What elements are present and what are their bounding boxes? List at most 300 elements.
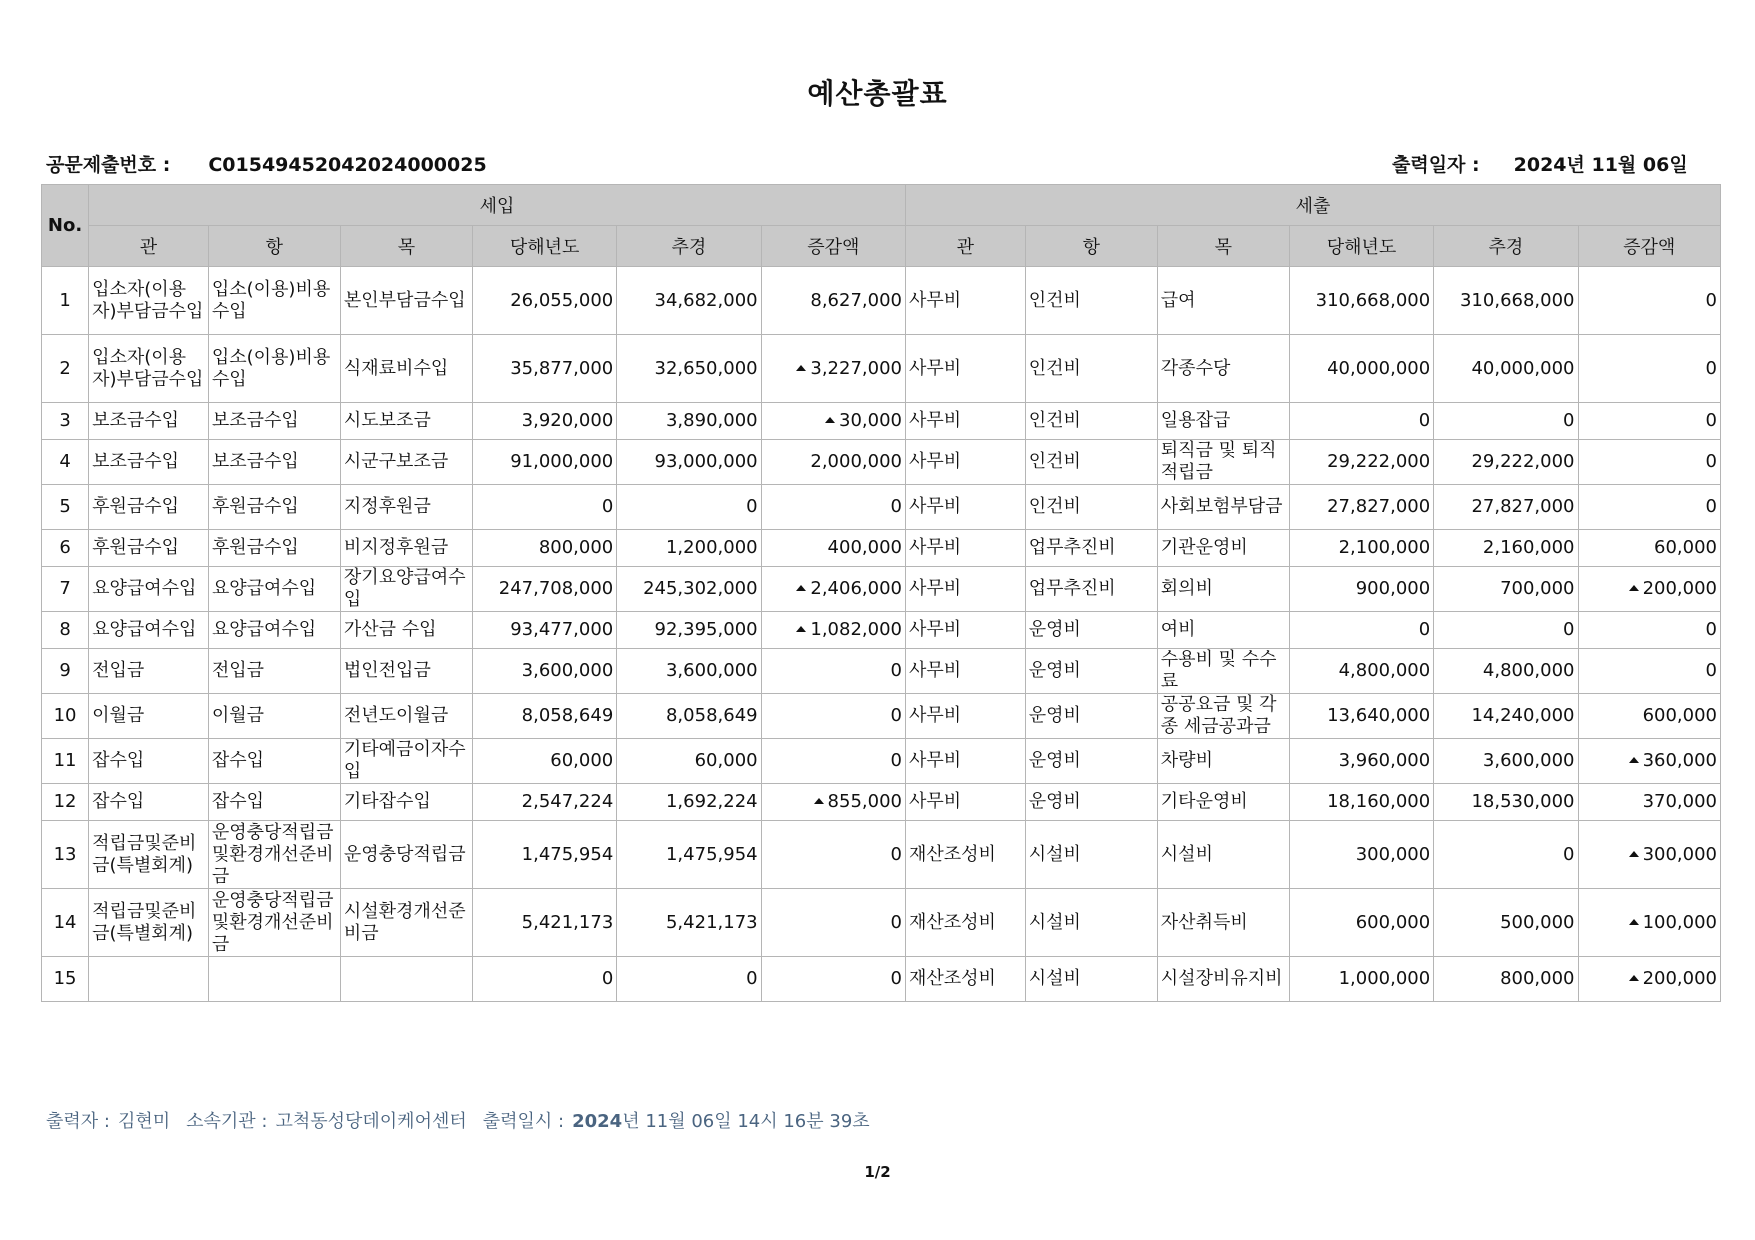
revenue-difference-cell-text: 0 (890, 496, 902, 517)
expense-difference-cell (1578, 694, 1721, 739)
expense-supplementary-cell-text: 2,160,000 (1482, 537, 1575, 558)
decrease-triangle-icon (1629, 919, 1639, 925)
print-date-value: 2024년 11월 06일 (1513, 154, 1688, 176)
expense-hang-cell (1025, 440, 1157, 485)
revenue-difference-cell-text: 2,406,000 (810, 578, 902, 599)
revenue-gwan-cell (89, 784, 209, 821)
revenue-current-year-cell-text: 35,877,000 (510, 357, 614, 379)
revenue-gwan-cell (89, 335, 209, 403)
revenue-difference-cell-text: 0 (890, 660, 902, 681)
expense-supplementary-cell (1434, 889, 1578, 957)
revenue-current-year-cell (472, 694, 616, 739)
expense-current-year-cell (1289, 267, 1433, 335)
revenue-difference-cell-text: 1,082,000 (810, 619, 902, 640)
expense-mok-cell-text: 공공요금 및 각종 세금공과금 (1160, 694, 1277, 737)
revenue-hang-cell-text: 입소(이용)비용수입 (211, 278, 331, 322)
expense-difference-cell (1578, 567, 1721, 612)
revenue-current-year-cell (472, 957, 616, 1002)
expense-supplementary-cell (1434, 530, 1578, 567)
expense-mok-cell (1157, 267, 1289, 335)
revenue-gwan-cell-text: 보조금수입 (92, 410, 180, 431)
revenue-current-year-cell (472, 649, 616, 694)
expense-mok-cell-text: 기관운영비 (1160, 537, 1248, 558)
revenue-difference-cell (761, 889, 905, 957)
expense-gwan-cell (905, 612, 1025, 649)
revenue-mok-cell-text: 본인부담금수입 (343, 289, 466, 311)
revenue-difference-cell-text: 855,000 (827, 791, 902, 812)
expense-supplementary-cell-text: 14,240,000 (1471, 705, 1575, 726)
revenue-supplementary-cell (617, 612, 761, 649)
revenue-gwan-cell (89, 530, 209, 567)
header-revenue-gwan: 관 (89, 226, 209, 267)
page-number: 1/2 (864, 1163, 891, 1181)
revenue-mok-cell (340, 403, 472, 440)
revenue-hang-cell (208, 821, 340, 889)
row-number (42, 403, 89, 440)
revenue-gwan-cell (89, 694, 209, 739)
footer-print-time-label: 출력일시 : (482, 1111, 565, 1132)
revenue-gwan-cell-text: 잡수입 (92, 750, 145, 771)
expense-difference-cell (1578, 649, 1721, 694)
revenue-gwan-cell-text: 적립금및준비금(특별회계) (92, 832, 197, 876)
expense-gwan-cell-text: 사무비 (908, 537, 962, 558)
revenue-hang-cell-text: 잡수입 (211, 750, 265, 771)
expense-hang-cell-text: 시설비 (1028, 968, 1081, 989)
revenue-gwan-cell-text: 요양급여수입 (92, 619, 197, 640)
revenue-supplementary-cell (617, 649, 761, 694)
revenue-difference-cell-text: 0 (890, 843, 902, 865)
expense-mok-cell (1157, 612, 1289, 649)
header-revenue: 세입 (89, 185, 906, 226)
expense-mok-cell-text: 차량비 (1160, 750, 1213, 771)
revenue-current-year-cell (472, 403, 616, 440)
row-number (42, 612, 89, 649)
row-number-text: 13 (53, 843, 77, 865)
expense-hang-cell-text: 운영비 (1028, 750, 1081, 771)
revenue-supplementary-cell (617, 889, 761, 957)
expense-current-year-cell (1289, 889, 1433, 957)
expense-gwan-cell-text: 사무비 (908, 357, 962, 379)
expense-current-year-cell (1289, 821, 1433, 889)
revenue-current-year-cell (472, 267, 616, 335)
expense-current-year-cell-text: 2,100,000 (1338, 537, 1431, 558)
expense-difference-cell (1578, 821, 1721, 889)
revenue-current-year-cell-text: 26,055,000 (510, 289, 614, 311)
revenue-current-year-cell (472, 440, 616, 485)
revenue-mok-cell (340, 739, 472, 784)
revenue-hang-cell (208, 649, 340, 694)
expense-gwan-cell-text: 사무비 (908, 660, 962, 681)
expense-supplementary-cell-text: 310,668,000 (1459, 289, 1575, 311)
page-title: 예산총괄표 (807, 77, 948, 110)
revenue-current-year-cell (472, 530, 616, 567)
revenue-hang-cell-text: 잡수입 (211, 791, 265, 812)
doc-number-value: C01549452042024000025 (208, 154, 487, 176)
revenue-gwan-cell-text: 후원금수입 (92, 496, 180, 517)
expense-difference-cell-text: 0 (1705, 660, 1717, 681)
expense-difference-cell (1578, 957, 1721, 1002)
expense-gwan-cell (905, 649, 1025, 694)
revenue-supplementary-cell (617, 485, 761, 530)
decrease-triangle-icon (825, 417, 835, 423)
row-number (42, 485, 89, 530)
revenue-difference-cell-text: 30,000 (839, 410, 902, 431)
header-revenue-difference: 증감액 (761, 226, 905, 267)
expense-gwan-cell-text: 사무비 (908, 619, 962, 640)
revenue-gwan-cell (89, 403, 209, 440)
revenue-difference-cell (761, 485, 905, 530)
footer-printer-value: 김현미 (117, 1111, 171, 1132)
revenue-supplementary-cell-text: 92,395,000 (654, 619, 758, 640)
expense-difference-cell (1578, 335, 1721, 403)
header-revenue-hang: 항 (208, 226, 340, 267)
expense-supplementary-cell-text: 27,827,000 (1471, 496, 1575, 517)
revenue-mok-cell (340, 485, 472, 530)
expense-gwan-cell-text: 사무비 (908, 705, 962, 726)
header-revenue-mok: 목 (340, 226, 472, 267)
expense-mok-cell-text: 회의비 (1160, 578, 1213, 599)
revenue-hang-cell-text: 보조금수입 (211, 451, 299, 472)
revenue-current-year-cell-text: 800,000 (538, 537, 614, 558)
revenue-current-year-cell-text: 247,708,000 (498, 578, 614, 599)
expense-mok-cell (1157, 403, 1289, 440)
revenue-current-year-cell-text: 0 (601, 968, 614, 989)
decrease-triangle-icon (1629, 585, 1639, 591)
expense-difference-cell-text: 0 (1705, 496, 1717, 517)
expense-hang-cell-text: 업무추진비 (1028, 578, 1116, 599)
expense-gwan-cell (905, 567, 1025, 612)
expense-gwan-cell (905, 739, 1025, 784)
expense-current-year-cell-text: 13,640,000 (1327, 705, 1431, 726)
revenue-current-year-cell-text: 60,000 (550, 750, 614, 771)
expense-difference-cell-text: 300,000 (1642, 843, 1717, 865)
revenue-mok-cell-text: 식재료비수입 (343, 357, 449, 379)
revenue-current-year-cell-text: 3,920,000 (521, 410, 614, 431)
revenue-hang-cell-text: 보조금수입 (211, 410, 299, 431)
expense-hang-cell (1025, 649, 1157, 694)
expense-mok-cell-text: 자산취득비 (1160, 911, 1248, 933)
revenue-hang-cell (208, 694, 340, 739)
table-row (42, 403, 1721, 440)
revenue-hang-cell-text: 후원금수입 (211, 496, 299, 517)
budget-table-body (42, 267, 1721, 1002)
expense-mok-cell-text: 시설비 (1160, 843, 1213, 865)
expense-hang-cell (1025, 267, 1157, 335)
footer-org-value: 고척동성당데이케어센터 (275, 1111, 467, 1132)
revenue-current-year-cell (472, 335, 616, 403)
revenue-difference-cell (761, 612, 905, 649)
expense-hang-cell-text: 운영비 (1028, 660, 1081, 681)
expense-mok-cell (1157, 957, 1289, 1002)
revenue-gwan-cell-text: 보조금수입 (92, 451, 180, 472)
revenue-hang-cell (208, 784, 340, 821)
expense-difference-cell (1578, 784, 1721, 821)
revenue-mok-cell-text: 지정후원금 (343, 496, 431, 517)
expense-mok-cell-text: 일용잡급 (1160, 410, 1231, 431)
row-number-text: 2 (59, 357, 71, 379)
revenue-mok-cell-text: 장기요양급여수입 (343, 567, 466, 610)
row-number-text: 12 (53, 791, 77, 812)
revenue-gwan-cell (89, 267, 209, 335)
expense-hang-cell (1025, 694, 1157, 739)
expense-current-year-cell-text: 0 (1418, 619, 1431, 640)
expense-current-year-cell-text: 1,000,000 (1338, 968, 1431, 989)
expense-hang-cell-text: 시설비 (1028, 843, 1081, 865)
footer-org-label: 소속기관 : (186, 1111, 268, 1132)
decrease-triangle-icon (796, 365, 806, 371)
expense-mok-cell (1157, 739, 1289, 784)
expense-current-year-cell (1289, 694, 1433, 739)
revenue-hang-cell (208, 739, 340, 784)
header-expense-difference: 증감액 (1578, 226, 1721, 267)
revenue-gwan-cell (89, 485, 209, 530)
revenue-supplementary-cell (617, 440, 761, 485)
expense-current-year-cell (1289, 739, 1433, 784)
decrease-triangle-icon (1629, 975, 1639, 981)
expense-gwan-cell (905, 335, 1025, 403)
row-number (42, 784, 89, 821)
row-number-text: 3 (59, 410, 71, 431)
expense-supplementary-cell (1434, 440, 1578, 485)
expense-mok-cell-text: 급여 (1160, 289, 1196, 311)
print-date-block (1392, 150, 1688, 177)
expense-difference-cell (1578, 739, 1721, 784)
revenue-hang-cell-text: 운영충당적립금및환경개선준비금 (211, 889, 334, 955)
revenue-difference-cell (761, 335, 905, 403)
revenue-supplementary-cell (617, 403, 761, 440)
footer-print-time-year: 2024 (572, 1111, 623, 1132)
expense-hang-cell-text: 업무추진비 (1028, 537, 1116, 558)
expense-hang-cell (1025, 739, 1157, 784)
expense-mok-cell (1157, 485, 1289, 530)
revenue-supplementary-cell-text: 93,000,000 (654, 451, 758, 472)
revenue-hang-cell (208, 957, 340, 1002)
revenue-difference-cell-text: 2,000,000 (810, 451, 902, 472)
row-number (42, 694, 89, 739)
expense-supplementary-cell (1434, 567, 1578, 612)
expense-current-year-cell (1289, 567, 1433, 612)
expense-supplementary-cell (1434, 267, 1578, 335)
expense-difference-cell-text: 0 (1705, 619, 1717, 640)
expense-gwan-cell (905, 889, 1025, 957)
revenue-current-year-cell-text: 8,058,649 (521, 705, 614, 726)
revenue-current-year-cell (472, 485, 616, 530)
revenue-difference-cell (761, 267, 905, 335)
revenue-supplementary-cell-text: 245,302,000 (643, 578, 758, 599)
expense-hang-cell (1025, 821, 1157, 889)
revenue-gwan-cell-text: 입소자(이용자)부담금수입 (92, 278, 204, 322)
revenue-hang-cell-text: 요양급여수입 (211, 578, 317, 599)
revenue-gwan-cell (89, 889, 209, 957)
table-row (42, 694, 1721, 739)
expense-supplementary-cell-text: 29,222,000 (1471, 451, 1575, 472)
revenue-supplementary-cell-text: 60,000 (694, 750, 758, 771)
revenue-supplementary-cell (617, 267, 761, 335)
decrease-triangle-icon (796, 585, 806, 591)
expense-hang-cell-text: 운영비 (1028, 791, 1081, 812)
revenue-current-year-cell (472, 889, 616, 957)
row-number-text: 11 (53, 750, 77, 771)
revenue-gwan-cell-text: 잡수입 (92, 791, 145, 812)
expense-gwan-cell (905, 403, 1025, 440)
expense-supplementary-cell-text: 700,000 (1500, 578, 1575, 599)
revenue-mok-cell (340, 267, 472, 335)
revenue-mok-cell-text: 시군구보조금 (343, 451, 449, 472)
revenue-gwan-cell-text: 전입금 (92, 660, 145, 681)
expense-gwan-cell (905, 530, 1025, 567)
row-number-text: 4 (59, 451, 71, 472)
expense-hang-cell (1025, 567, 1157, 612)
header-revenue-current-year: 당해년도 (472, 226, 616, 267)
revenue-current-year-cell-text: 1,475,954 (521, 843, 614, 865)
revenue-difference-cell-text: 0 (890, 911, 902, 933)
revenue-hang-cell (208, 440, 340, 485)
revenue-mok-cell (340, 440, 472, 485)
revenue-mok-cell (340, 889, 472, 957)
doc-number-label: 공문제출번호 : (46, 154, 171, 176)
expense-supplementary-cell (1434, 694, 1578, 739)
expense-mok-cell (1157, 649, 1289, 694)
header-row-groups (42, 185, 1721, 226)
expense-gwan-cell-text: 사무비 (908, 451, 962, 472)
row-number (42, 889, 89, 957)
revenue-difference-cell (761, 957, 905, 1002)
expense-gwan-cell-text: 사무비 (908, 578, 962, 599)
header-expense-supplementary: 추경 (1434, 226, 1578, 267)
revenue-supplementary-cell (617, 957, 761, 1002)
row-number-text: 1 (59, 289, 71, 311)
expense-difference-cell-text: 0 (1705, 410, 1717, 431)
revenue-mok-cell (340, 694, 472, 739)
revenue-difference-cell (761, 649, 905, 694)
revenue-supplementary-cell-text: 0 (746, 496, 758, 517)
revenue-mok-cell-text: 비지정후원금 (343, 537, 449, 558)
expense-gwan-cell (905, 821, 1025, 889)
revenue-difference-cell-text: 0 (890, 968, 902, 989)
revenue-mok-cell (340, 530, 472, 567)
revenue-difference-cell-text: 0 (890, 750, 902, 771)
revenue-supplementary-cell (617, 530, 761, 567)
expense-current-year-cell (1289, 784, 1433, 821)
expense-gwan-cell-text: 재산조성비 (908, 968, 996, 989)
revenue-mok-cell (340, 957, 472, 1002)
expense-supplementary-cell (1434, 335, 1578, 403)
doc-number-block (46, 150, 487, 177)
revenue-mok-cell (340, 612, 472, 649)
table-row (42, 335, 1721, 403)
expense-current-year-cell-text: 310,668,000 (1315, 289, 1431, 311)
expense-gwan-cell (905, 485, 1025, 530)
expense-supplementary-cell (1434, 784, 1578, 821)
row-number-text: 8 (59, 619, 71, 640)
revenue-gwan-cell (89, 567, 209, 612)
revenue-hang-cell (208, 335, 340, 403)
table-row (42, 530, 1721, 567)
revenue-difference-cell (761, 821, 905, 889)
expense-gwan-cell (905, 440, 1025, 485)
table-row (42, 485, 1721, 530)
revenue-current-year-cell-text: 3,600,000 (521, 660, 614, 681)
expense-current-year-cell (1289, 957, 1433, 1002)
expense-difference-cell (1578, 440, 1721, 485)
revenue-hang-cell (208, 403, 340, 440)
expense-gwan-cell-text: 사무비 (908, 410, 962, 431)
expense-gwan-cell (905, 694, 1025, 739)
row-number-text: 5 (59, 496, 71, 517)
expense-current-year-cell (1289, 403, 1433, 440)
revenue-current-year-cell-text: 2,547,224 (521, 791, 614, 812)
revenue-mok-cell (340, 567, 472, 612)
expense-mok-cell-text: 기타운영비 (1160, 791, 1248, 812)
expense-current-year-cell (1289, 485, 1433, 530)
expense-difference-cell-text: 60,000 (1654, 537, 1717, 558)
revenue-hang-cell-text: 운영충당적립금및환경개선준비금 (211, 821, 334, 887)
revenue-hang-cell-text: 전입금 (211, 660, 265, 681)
expense-gwan-cell-text: 사무비 (908, 791, 962, 812)
expense-hang-cell-text: 운영비 (1028, 705, 1081, 726)
row-number (42, 530, 89, 567)
revenue-hang-cell-text: 이월금 (211, 705, 265, 726)
table-row (42, 440, 1721, 485)
expense-supplementary-cell-text: 18,530,000 (1471, 791, 1575, 812)
expense-current-year-cell-text: 900,000 (1355, 578, 1431, 599)
expense-mok-cell (1157, 784, 1289, 821)
revenue-mok-cell-text: 기타잡수입 (343, 791, 431, 812)
expense-supplementary-cell-text: 0 (1563, 619, 1575, 640)
revenue-current-year-cell (472, 567, 616, 612)
expense-difference-cell (1578, 267, 1721, 335)
revenue-current-year-cell-text: 91,000,000 (510, 451, 614, 472)
revenue-gwan-cell-text: 적립금및준비금(특별회계) (92, 900, 197, 944)
expense-gwan-cell-text: 재산조성비 (908, 843, 996, 865)
revenue-gwan-cell (89, 957, 209, 1002)
revenue-supplementary-cell-text: 32,650,000 (654, 357, 758, 379)
expense-gwan-cell (905, 267, 1025, 335)
expense-hang-cell-text: 인건비 (1028, 496, 1081, 517)
expense-supplementary-cell (1434, 403, 1578, 440)
expense-difference-cell (1578, 403, 1721, 440)
row-number-text: 10 (53, 705, 77, 726)
footer-info (46, 1107, 878, 1133)
row-number-text: 15 (53, 968, 77, 989)
header-expense-hang: 항 (1025, 226, 1157, 267)
expense-difference-cell (1578, 530, 1721, 567)
expense-gwan-cell-text: 사무비 (908, 496, 962, 517)
revenue-supplementary-cell-text: 3,890,000 (665, 410, 758, 431)
revenue-mok-cell-text: 전년도이월금 (343, 705, 449, 726)
revenue-mok-cell-text: 시도보조금 (343, 410, 431, 431)
expense-supplementary-cell-text: 3,600,000 (1482, 750, 1575, 771)
expense-mok-cell (1157, 530, 1289, 567)
decrease-triangle-icon (1629, 757, 1639, 763)
expense-hang-cell-text: 인건비 (1028, 410, 1081, 431)
revenue-supplementary-cell-text: 1,475,954 (665, 843, 758, 865)
expense-hang-cell (1025, 485, 1157, 530)
expense-current-year-cell (1289, 335, 1433, 403)
revenue-hang-cell (208, 889, 340, 957)
revenue-current-year-cell-text: 93,477,000 (510, 619, 614, 640)
expense-supplementary-cell-text: 500,000 (1500, 911, 1575, 933)
expense-mok-cell-text: 퇴직금 및 퇴직적립금 (1160, 440, 1277, 483)
expense-mok-cell (1157, 694, 1289, 739)
expense-mok-cell-text: 시설장비유지비 (1160, 968, 1283, 989)
expense-mok-cell (1157, 821, 1289, 889)
expense-hang-cell-text: 인건비 (1028, 451, 1081, 472)
expense-current-year-cell (1289, 649, 1433, 694)
revenue-supplementary-cell (617, 567, 761, 612)
expense-current-year-cell-text: 40,000,000 (1327, 357, 1431, 379)
header-expense: 세출 (905, 185, 1720, 226)
